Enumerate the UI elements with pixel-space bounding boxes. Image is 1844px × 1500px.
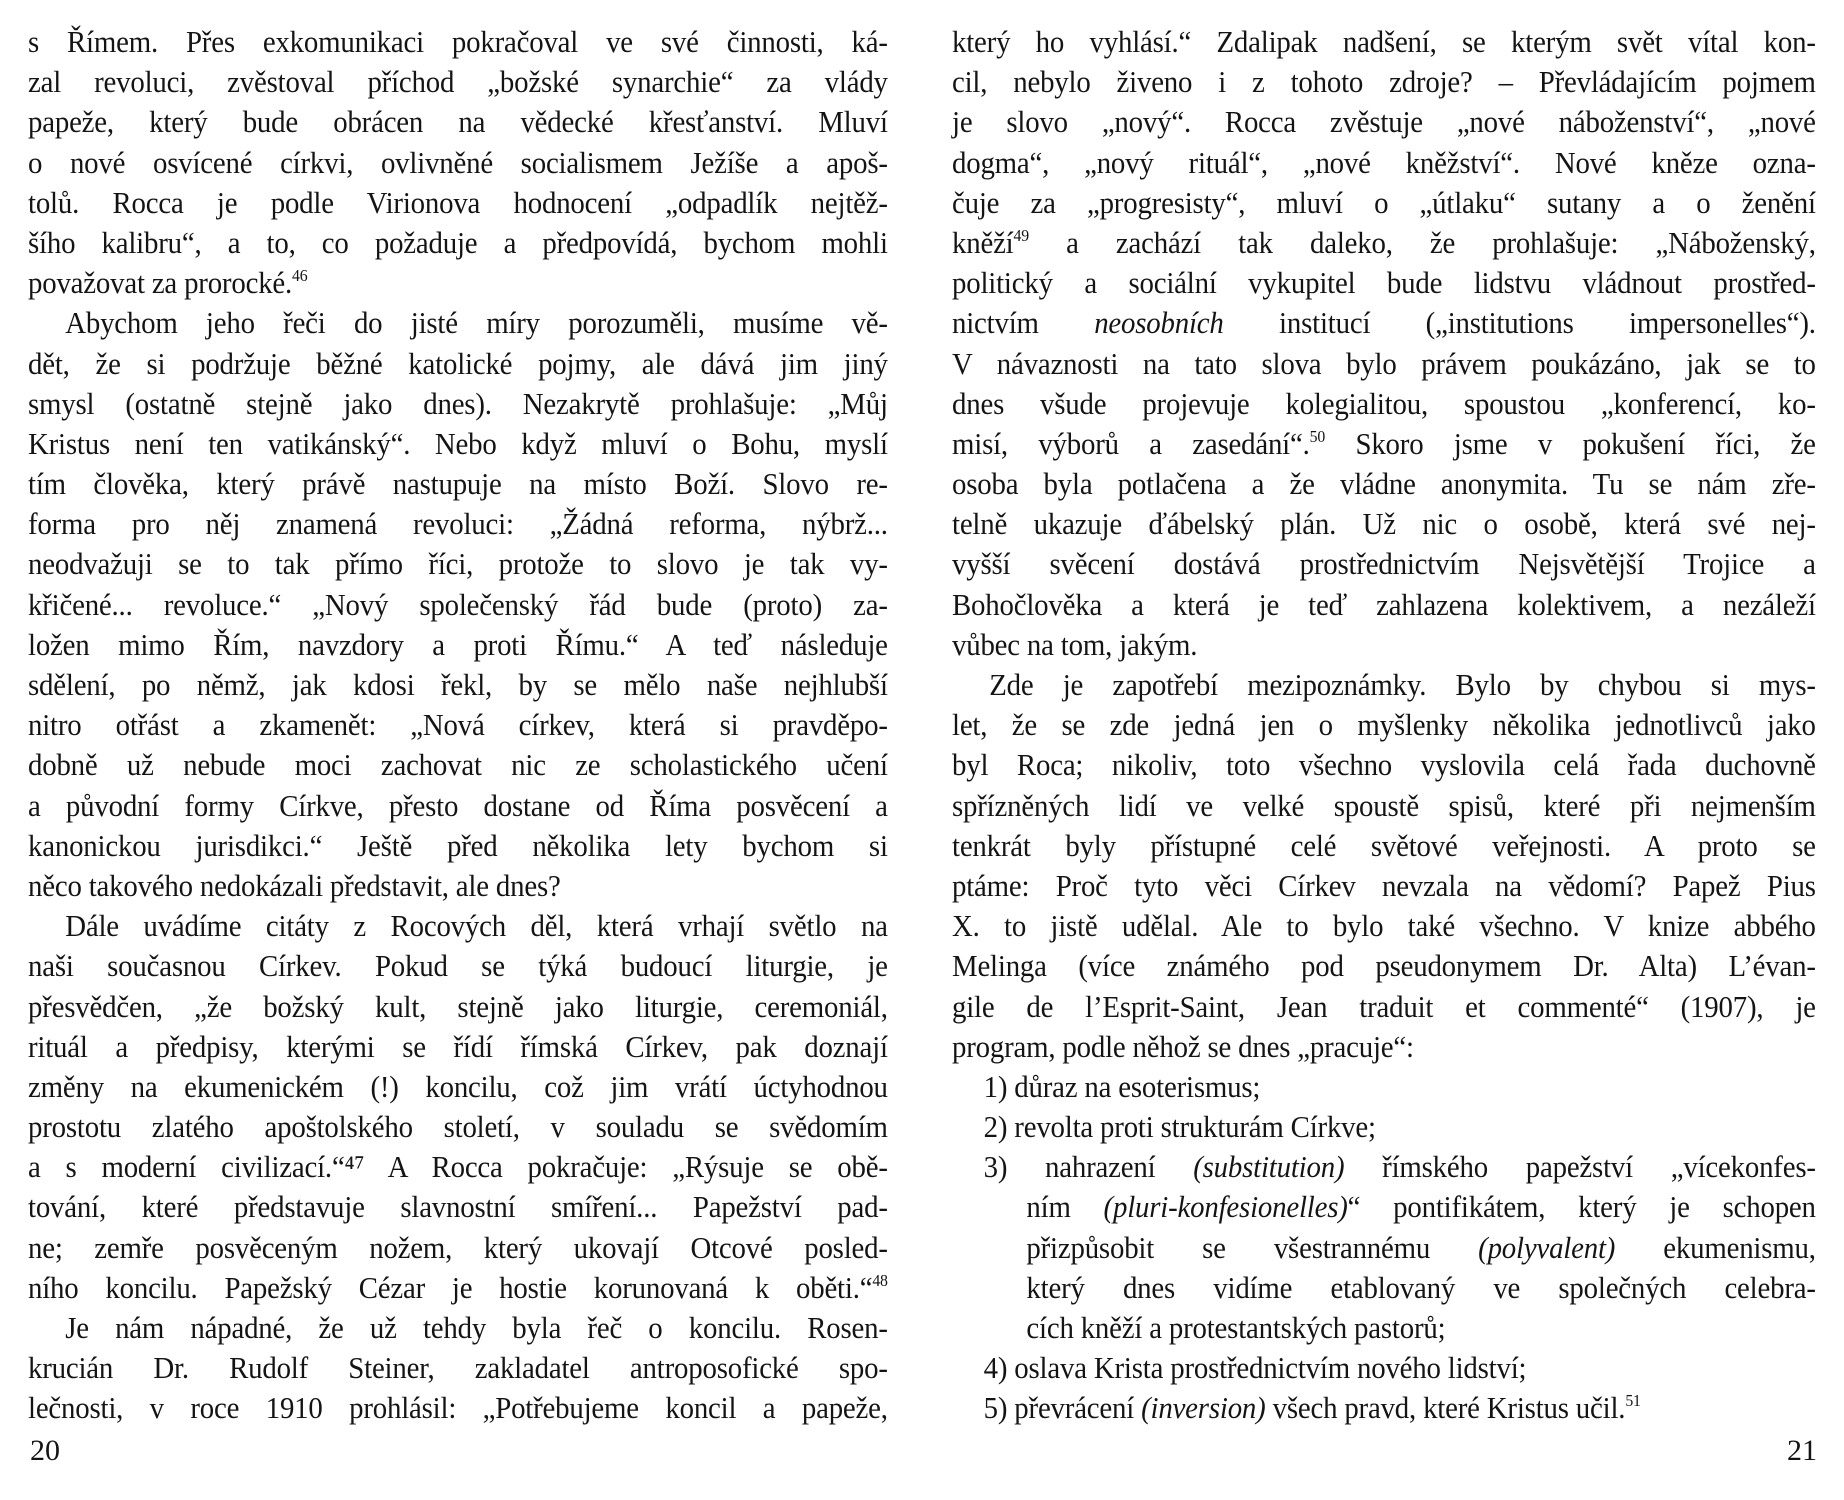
- text-segment: ním: [1026, 1189, 1104, 1225]
- text-line: [952, 1027, 1816, 1067]
- text-line: [28, 866, 888, 906]
- text-line: [28, 62, 888, 102]
- page-number-right: 21: [1787, 1434, 1817, 1467]
- text-line: [28, 344, 888, 384]
- text-line: [28, 705, 888, 745]
- text-segment: kněží: [952, 224, 1014, 260]
- text-line: [952, 183, 1816, 223]
- list-number: 4): [983, 1350, 1015, 1386]
- text-segment: tolů. Rocca je podle Virionova hodnocení „odpadlík nejtěž-: [28, 184, 888, 220]
- text-line: [28, 826, 888, 866]
- text-line: [952, 665, 1816, 705]
- text-line: [952, 303, 1816, 343]
- text-segment: tování, které představuje slavnostní smíření... Papežství pad-: [28, 1189, 888, 1225]
- text-line: [28, 665, 888, 705]
- text-segment: ne; zemře posvěceným nožem, který ukovají Otcové posled-: [28, 1229, 888, 1265]
- text-line: [952, 424, 1816, 464]
- text-segment: byl Roca; nikoliv, toto všechno vyslovila celá řada duchovně: [952, 747, 1816, 783]
- text-segment: je slovo „nový“. Rocca zvěstuje „nové náboženství“, „nové: [952, 104, 1816, 140]
- text-line: [28, 1027, 888, 1067]
- text-line: [28, 906, 888, 946]
- text-line: [28, 585, 888, 625]
- text-segment: zal revoluci, zvěstoval příchod „božské synarchie“ za vlády: [28, 64, 888, 100]
- text-segment: papeže, který bude obrácen na vědecké křesťanství. Mluví: [28, 104, 888, 140]
- text-segment: čuje za „progresisty“, mluví o „útlaku“ sutany a o ženění: [952, 184, 1816, 220]
- footnote-ref: 50: [1309, 426, 1326, 446]
- text-line: [28, 384, 888, 424]
- text-segment: Skoro jsme v pokušení říci, že: [1325, 425, 1816, 461]
- text-segment: smysl (ostatně stejně jako dnes). Nezakrytě prohlašuje: „Můj: [28, 385, 888, 421]
- text-line: [952, 102, 1816, 142]
- text-line: [952, 62, 1816, 102]
- text-line: [28, 544, 888, 584]
- text-segment: římského papežství „vícekonfes-: [1344, 1149, 1816, 1185]
- list-item-line: [952, 1348, 1816, 1388]
- text-segment: kanonickou jurisdikci.“ Ještě před několika lety bychom si: [28, 827, 888, 863]
- text-line: [952, 625, 1816, 665]
- text-line: [28, 223, 888, 263]
- text-segment: považovat za prorocké.: [28, 265, 293, 301]
- list-item-line: [952, 1268, 1816, 1308]
- text-segment: lečnosti, v roce 1910 prohlásil: „Potřebujeme koncil a papeže,: [28, 1390, 888, 1426]
- italic-term: (pluri-konfesionelles): [1103, 1189, 1348, 1225]
- text-segment: nahrazení: [1045, 1149, 1194, 1185]
- text-line: [28, 1348, 888, 1388]
- text-line: [28, 1147, 888, 1187]
- italic-term: (polyvalent): [1478, 1229, 1616, 1265]
- text-segment: oslava Krista prostřednictvím nového lidství;: [1014, 1350, 1527, 1386]
- text-segment: nitro otřást a zkamenět: „Nová církev, která si pravděpo-: [28, 707, 888, 743]
- text-line: [28, 1268, 888, 1308]
- text-line: [952, 263, 1816, 303]
- text-segment: důraz na esoterismus;: [1014, 1068, 1261, 1104]
- text-line: [28, 424, 888, 464]
- text-segment: Je nám nápadné, že už tehdy byla řeč o koncilu. Rosen-: [65, 1310, 888, 1345]
- text-line: [28, 625, 888, 665]
- text-line: [28, 987, 888, 1027]
- text-line: [952, 464, 1816, 504]
- text-line: [952, 344, 1816, 384]
- text-segment: dět, že si podržuje běžné katolické pojmy, ale dává jim jiný: [28, 345, 888, 381]
- text-line: [28, 464, 888, 504]
- text-segment: dnes všude projevuje kolegialitou, spoustou „konferencí, ko-: [952, 385, 1816, 421]
- list-number: 5): [983, 1390, 1015, 1426]
- text-segment: spřízněných lidí ve velké spoustě spisů, které při nejmenším: [952, 787, 1816, 823]
- text-line: [952, 745, 1816, 785]
- text-segment: a původní formy Církve, přesto dostane od Říma posvěcení a: [28, 787, 888, 823]
- text-segment: tenkrát byly přístupné celé světové veřejnosti. A proto se: [952, 827, 1816, 863]
- right-page: [952, 22, 1816, 1429]
- footnote-ref: 46: [292, 266, 308, 286]
- list-item-line: [952, 1147, 1816, 1187]
- text-segment: V návaznosti na tato slova bylo právem poukázáno, jak se to: [952, 345, 1816, 381]
- text-segment: gile de l’Esprit-Saint, Jean traduit et commenté“ (1907), je: [952, 988, 1816, 1024]
- text-line: [952, 906, 1816, 946]
- text-line: [28, 1388, 888, 1428]
- italic-term: neosobních: [1094, 305, 1224, 341]
- list-number: 1): [983, 1068, 1015, 1104]
- text-line: [952, 585, 1816, 625]
- text-segment: vůbec na tom, jakým.: [952, 626, 1198, 662]
- text-line: [952, 786, 1816, 826]
- text-line: [28, 183, 888, 223]
- text-segment: politický a sociální vykupitel bude lidstvu vládnout prostřed-: [952, 265, 1816, 301]
- text-line: [28, 102, 888, 142]
- text-segment: institucí („institutions impersonelles“).: [1223, 305, 1816, 341]
- text-segment: ložen mimo Řím, navzdory a proti Římu.“ A teď následuje: [28, 626, 888, 662]
- text-segment: dobně už nebude moci zachovat nic ze scholastického učení: [28, 747, 888, 783]
- list-item-line: [952, 1388, 1816, 1428]
- footnote-ref: 51: [1625, 1391, 1641, 1411]
- text-segment: naši současnou Církev. Pokud se týká budoucí liturgie, je: [28, 948, 888, 984]
- text-line: [952, 143, 1816, 183]
- text-segment: ního koncilu. Papežský Cézar je hostie korunovaná k oběti.“: [28, 1269, 873, 1305]
- text-segment: Abychom jeho řeči do jisté míry porozuměli, musíme vě-: [65, 305, 888, 341]
- text-segment: dogma“, „nový rituál“, „nové kněžství“. Nové kněze ozna-: [952, 144, 1816, 180]
- text-line: [28, 263, 888, 303]
- left-page: [28, 22, 888, 1429]
- text-segment: převrácení: [1014, 1390, 1142, 1426]
- text-segment: cích kněží a protestantských pastorů;: [1026, 1310, 1446, 1345]
- list-item-line: [952, 1228, 1816, 1268]
- text-segment: který dnes vidíme etablovaný ve společných celebra-: [1026, 1269, 1816, 1305]
- text-segment: “ pontifikátem, který je schopen: [1347, 1189, 1816, 1225]
- text-segment: Zde je zapotřebí mezipoznámky. Bylo by chybou si mys-: [989, 667, 1816, 702]
- text-segment: cil, nebylo živeno i z tohoto zdroje? – Převládajícím pojmem: [952, 64, 1816, 100]
- footnote-ref: 49: [1013, 225, 1029, 245]
- list-item-line: [952, 1308, 1816, 1348]
- text-segment: sdělení, po němž, jak kdosi řekl, by se mělo naše nejhlubší: [28, 667, 888, 702]
- text-line: [28, 786, 888, 826]
- text-segment: forma pro něj znamená revoluci: „Žádná reforma, nýbrž...: [28, 506, 888, 542]
- text-line: [28, 22, 888, 62]
- italic-term: (substitution): [1193, 1149, 1345, 1185]
- text-segment: osoba byla potlačena a že vládne anonymita. Tu se nám zře-: [952, 466, 1816, 502]
- text-segment: a s moderní civilizací.“⁴⁷ A Rocca pokračuje: „Rýsuje se obě-: [28, 1149, 888, 1185]
- text-segment: X. to jistě udělal. Ale to bylo také všechno. V knize abbého: [952, 908, 1816, 944]
- text-line: [952, 866, 1816, 906]
- text-line: [952, 826, 1816, 866]
- text-segment: tím člověka, který právě nastupuje na místo Boží. Slovo re-: [28, 466, 888, 502]
- text-line: [28, 143, 888, 183]
- list-number: 3): [983, 1149, 1046, 1185]
- text-segment: o nové osvícené církvi, ovlivněné socialismem Ježíše a apoš-: [28, 144, 888, 180]
- text-segment: šího kalibru“, a to, co požaduje a předpovídá, bychom mohli: [28, 224, 888, 260]
- text-segment: Bohočlověka a která je teď zahlazena kolektivem, a nezáleží: [952, 586, 1816, 622]
- text-line: [28, 1107, 888, 1147]
- text-segment: misí, výborů a zasedání“.: [952, 425, 1310, 461]
- text-segment: prostotu zlatého apoštolského století, v souladu se svědomím: [28, 1109, 888, 1145]
- text-line: [952, 946, 1816, 986]
- list-item-line: [952, 1067, 1816, 1107]
- text-line: [952, 705, 1816, 745]
- text-line: [28, 1187, 888, 1227]
- text-line: [28, 504, 888, 544]
- text-segment: neodvažuji se to tak přímo říci, protože to slovo je tak vy-: [28, 546, 888, 582]
- list-item-line: [952, 1107, 1816, 1147]
- text-line: [28, 946, 888, 986]
- text-segment: rituál a předpisy, kterými se řídí římská Církev, pak doznají: [28, 1028, 888, 1064]
- text-line: [28, 1308, 888, 1348]
- text-line: [28, 1228, 888, 1268]
- list-number: 2): [983, 1109, 1015, 1145]
- text-segment: Kristus není ten vatikánský“. Nebo když mluví o Bohu, myslí: [28, 425, 888, 461]
- text-segment: Dále uvádíme citáty z Rocových děl, která vrhají světlo na: [65, 908, 888, 944]
- text-line: [28, 303, 888, 343]
- footnote-ref: 48: [872, 1270, 888, 1290]
- list-item-line: [952, 1187, 1816, 1227]
- text-segment: let, že se zde jedná jen o myšlenky několika jednotlivců jako: [952, 707, 1816, 743]
- text-segment: něco takového nedokázali představit, ale dnes?: [28, 867, 561, 903]
- text-segment: a zachází tak daleko, že prohlašuje: „Náboženský,: [1028, 224, 1816, 260]
- text-segment: přizpůsobit se všestrannému: [1026, 1229, 1479, 1265]
- text-segment: program, podle něhož se dnes „pracuje“:: [952, 1028, 1414, 1064]
- text-segment: Melinga (více známého pod pseudonymem Dr. Alta) L’évan-: [952, 948, 1816, 984]
- text-segment: ptáme: Proč tyto věci Církev nevzala na vědomí? Papež Pius: [952, 867, 1816, 903]
- text-segment: všech pravd, které Kristus učil.: [1265, 1390, 1626, 1426]
- text-segment: přesvědčen, „že božský kult, stejně jako liturgie, ceremoniál,: [28, 988, 888, 1024]
- text-segment: ekumenismu,: [1615, 1229, 1816, 1265]
- text-segment: který ho vyhlásí.“ Zdalipak nadšení, se kterým svět vítal kon-: [952, 24, 1816, 59]
- text-line: [28, 1067, 888, 1107]
- italic-term: (inversion): [1141, 1390, 1266, 1426]
- text-line: [952, 987, 1816, 1027]
- text-segment: revolta proti strukturám Církve;: [1014, 1109, 1376, 1145]
- text-line: [952, 223, 1816, 263]
- text-line: [952, 544, 1816, 584]
- text-segment: křičené... revoluce.“ „Nový společenský řád bude (proto) za-: [28, 586, 888, 622]
- text-segment: změny na ekumenickém (!) koncilu, což jim vrátí úctyhodnou: [28, 1068, 888, 1104]
- text-segment: krucián Dr. Rudolf Steiner, zakladatel antroposofické spo-: [28, 1350, 888, 1386]
- text-segment: nictvím: [952, 305, 1095, 341]
- text-line: [952, 22, 1816, 62]
- text-line: [952, 504, 1816, 544]
- text-segment: vyšší svěcení dostává prostřednictvím Nejsvětější Trojice a: [952, 546, 1816, 582]
- text-line: [28, 745, 888, 785]
- page-number-left: 20: [30, 1434, 60, 1467]
- text-segment: telně ukazuje ďábelský plán. Už nic o osobě, která své nej-: [952, 506, 1816, 542]
- text-segment: s Římem. Přes exkomunikaci pokračoval ve své činnosti, ká-: [28, 24, 888, 59]
- text-line: [952, 384, 1816, 424]
